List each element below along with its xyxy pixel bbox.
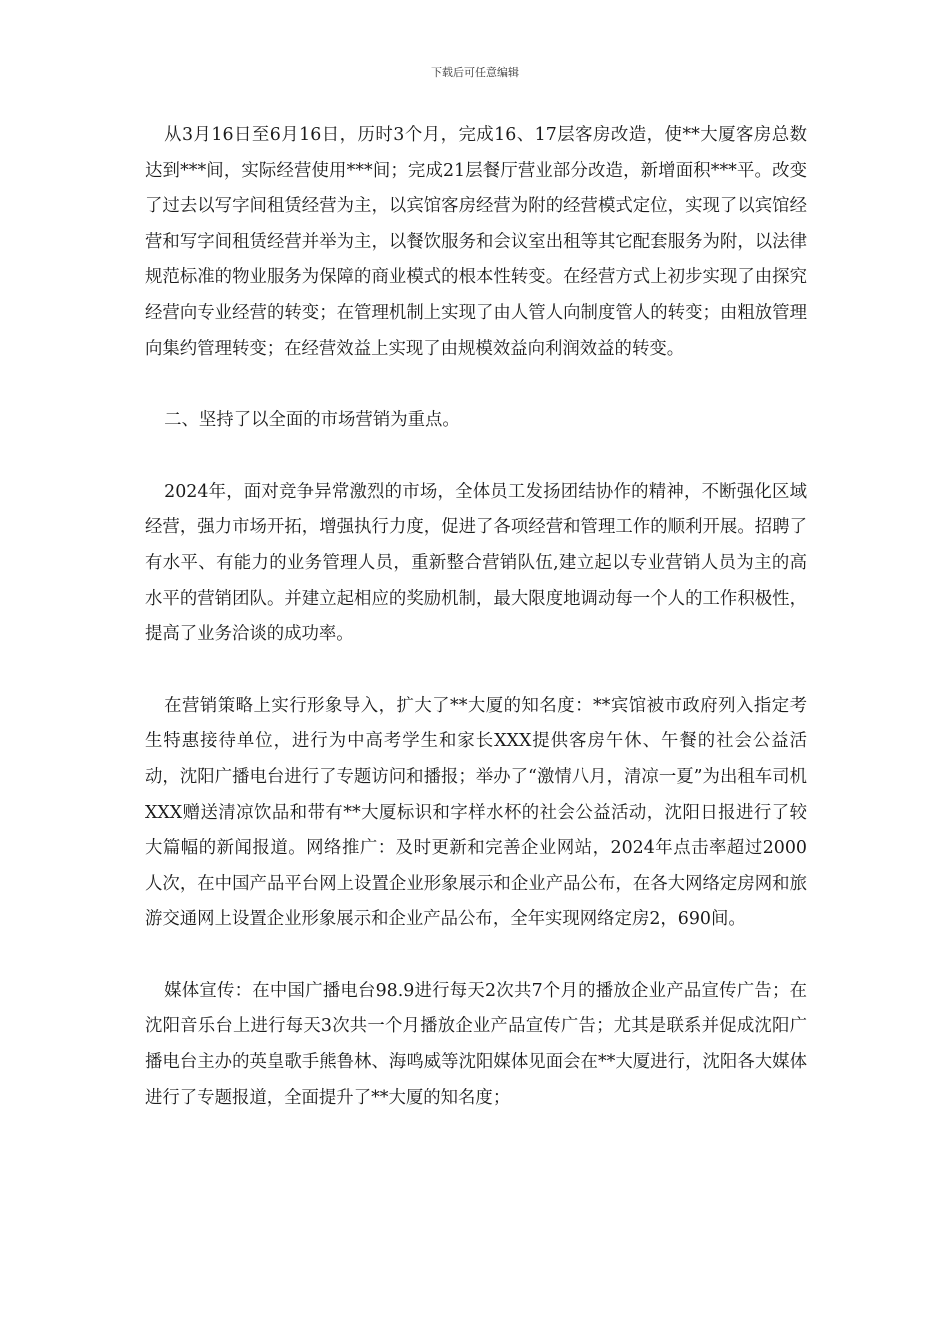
page-header: 下载后可任意编辑 xyxy=(431,66,519,79)
paragraph-renovation: 从3月16日至6月16日，历时3个月，完成16、17层客房改造，使**大厦客房总数达到***间，实际经营使用***间；完成21层餐厅营业部分改造，新增面积***平。改变了过去以写字间租赁经营为主，以宾馆客房经营为附的经营模式定位，实现了以宾馆经营和写字间租赁经营并举为主，以餐饮服务和会议室出租等其它配套服务为附，以法律规范标准的物业服务为保障的商业模式的根本性转变。在经营方式上初步实现了由探究经营向专业经营的转变；在管理机制上实现了由人管人向制度管人的转变；由粗放管理向集约管理转变；在经营效益上实现了由规模效益向利润效益的转变。 xyxy=(145,125,807,359)
paragraph-image-strategy: 在营销策略上实行形象导入，扩大了**大厦的知名度：**宾馆被市政府列入指定考生特惠接待单位，进行为中高考学生和家长XXX提供客房午休、午餐的社会公益活动，沈阳广播电台进行了专题访问和播报；举办了“激情八月，清凉一夏”为出租车司机XXX赠送清凉饮品和带有**大厦标识和字样水杯的社会公益活动，沈阳日报进行了较大篇幅的新闻报道。网络推广：及时更新和完善企业网站，2024年点击率超过2000人次，在中国产品平台网上设置企业形象展示和企业产品公布，在各大网络定房网和旅游交通网上设置企业形象展示和企业产品公布，全年实现网络定房2，690间。 xyxy=(145,695,807,930)
paragraph-media: 媒体宣传：在中国广播电台98.9进行每天2次共7个月的播放企业产品宣传广告；在沈阳音乐台上进行每天3次共一个月播放企业产品宣传广告；尤其是联系并促成沈阳广播电台主办的英皇歌手熊鲁林、海鸣威等沈阳媒体见面会在**大厦进行，沈阳各大媒体进行了专题报道，全面提升了**大厦的知名度； xyxy=(145,980,807,1108)
document-body xyxy=(145,118,807,1152)
paragraph-team: 2024年，面对竞争异常激烈的市场，全体员工发扬团结协作的精神，不断强化区域经营，强力市场开拓，增强执行力度，促进了各项经营和管理工作的顺利开展。招聘了有水平、有能力的业务管理人员，重新整合营销队伍,建立起以专业营销人员为主的高水平的营销团队。并建立起相应的奖励机制，最大限度地调动每一个人的工作积极性，提高了业务洽谈的成功率。 xyxy=(145,481,807,645)
section-heading-marketing: 二、坚持了以全面的市场营销为重点。 xyxy=(164,410,460,431)
